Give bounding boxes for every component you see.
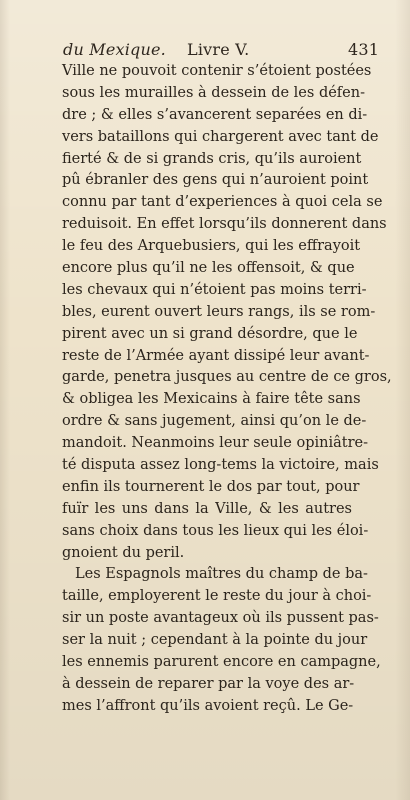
text-line: ser la nuit ; cependant à la pointe du jour — [62, 632, 368, 649]
text-line: reduisoit. En effet lorsqu’ils donnerent dans — [62, 216, 387, 233]
text-line: les ennemis parurent encore en campagne, — [62, 654, 381, 671]
text-line: le feu des Arquebusiers, qui les effrayoit — [62, 238, 361, 255]
body-text — [62, 61, 392, 718]
page-number: 431 — [348, 40, 380, 59]
text-line: fuïr les uns dans la Ville, & les autres — [62, 500, 352, 517]
text-line: mes l’affront qu’ils avoient reçû. Le Ge- — [62, 697, 354, 714]
text-line: garde, penetra jusques au centre de ce gros, — [62, 369, 392, 386]
text-line: encore plus qu’il ne les offensoit, & que — [62, 260, 355, 277]
running-header — [0, 40, 410, 62]
book-number: Livre V. — [187, 40, 250, 59]
text-line: reste de l’Armée ayant dissipé leur avant- — [62, 347, 370, 364]
text-line: pirent avec un si grand désordre, que le — [62, 325, 358, 342]
text-line: sir un poste avantageux où ils pussent pas- — [62, 610, 379, 627]
text-line: Ville ne pouvoit contenir s’étoient postées — [62, 63, 372, 79]
text-line: pû ébranler des gens qui n’auroient point — [62, 172, 369, 189]
text-line: vers bataillons qui chargerent avec tant de — [62, 128, 379, 145]
paragraph-start-line: Les Espagnols maîtres du champ de ba- — [75, 566, 368, 583]
text-line: taille, employerent le reste du jour à choi- — [62, 588, 372, 605]
text-line: sans choix dans tous les lieux qui les éloi- — [62, 522, 369, 539]
text-line: sous les murailles à dessein de les défen- — [62, 84, 365, 101]
paragraph-end-line: gnoient du peril. — [62, 544, 185, 561]
text-line: à dessein de reparer par la voye des ar- — [62, 675, 355, 692]
text-line: connu par tant d’experiences à quoi cela se — [62, 194, 383, 211]
text-line: & obligea les Mexicains à faire tête sans — [62, 391, 361, 408]
text-line: mandoit. Neanmoins leur seule opiniâtre- — [62, 435, 368, 452]
text-line: fierté & de si grands cris, qu’ils auroient — [62, 150, 362, 167]
text-line: dre ; & elles s’avancerent separées en di- — [62, 106, 368, 123]
text-line: les chevaux qui n’étoient pas moins terri- — [62, 281, 367, 298]
text-line: bles, eurent ouvert leurs rangs, ils se rom- — [62, 303, 376, 320]
text-line: té disputa assez long-tems la victoire, mais — [62, 457, 379, 474]
text-line: enfin ils tournerent le dos par tout, pour — [62, 478, 360, 495]
text-line: ordre & sans jugement, ainsi qu’on le de- — [62, 413, 367, 430]
running-title: du Mexique. — [63, 40, 166, 59]
